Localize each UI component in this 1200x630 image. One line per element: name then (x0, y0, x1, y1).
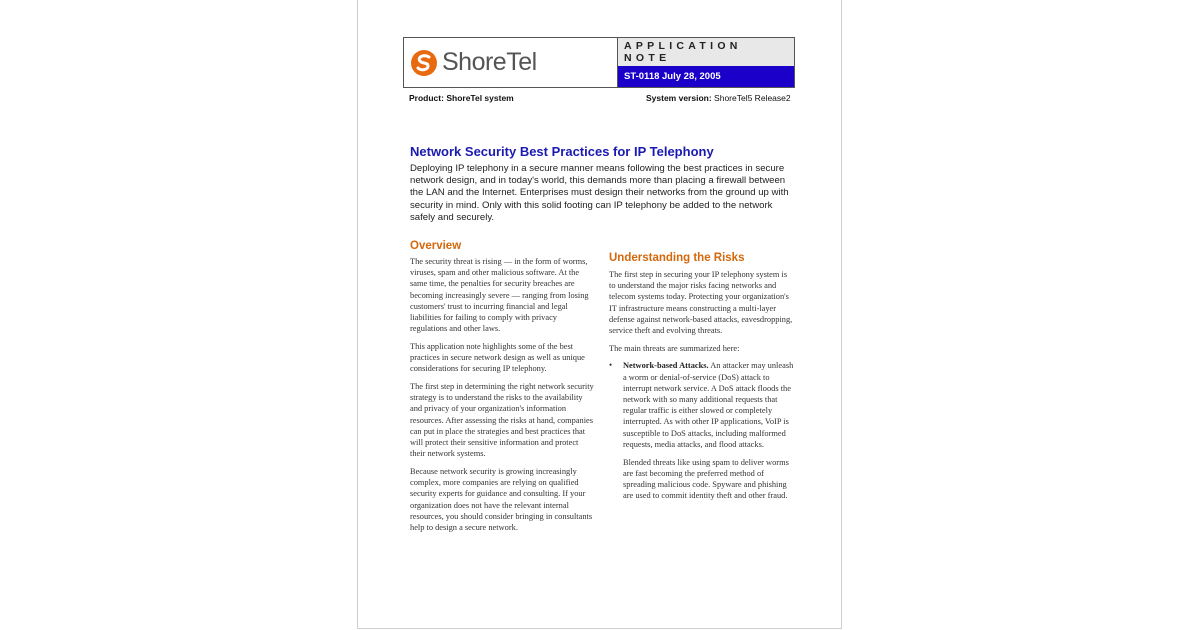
doc-type-label: APPLICATION NOTE (618, 38, 794, 66)
overview-column (410, 256, 595, 540)
product-label: Product: (409, 93, 444, 103)
header-box (403, 37, 795, 88)
overview-paragraph: The first step in determining the right network security strategy is to understand the risks to the availability and privacy of your organization's information resources. After assessing the risks at hand, companies can put in place the strategies and best practices that will protect their sensitive information and protect their network systems. (410, 382, 594, 459)
bullet-text: An attacker may unleash a worm or denial-of-service (DoS) attack to interrupt network service. A DoS attack floods the network with so many additional requests that regular traffic is either slowed or completely interrupted. As with other IP applications, VoIP is susceptible to DoS attacks, including malformed requests, media attacks, and flood attacks. (623, 361, 794, 449)
overview-paragraph: The security threat is rising — in the form of worms, viruses, spam and other malicious software. At the same time, the penalties for security breaches are becoming increasingly severe — ranging from losing customers' trust to incurring financial and legal liabilities for failing to comply with privacy regulations and other laws. (410, 257, 589, 334)
bullet-body (623, 360, 794, 507)
logo-text: ShoreTel (442, 48, 537, 76)
shoretel-logo-icon (410, 49, 438, 77)
version-value: ShoreTel5 Release2 (714, 93, 791, 103)
page-title: Network Security Best Practices for IP Telephony (410, 144, 714, 159)
risks-column (609, 269, 794, 508)
bullet-followup: Blended threats like using spam to deliver worms are fast becoming the preferred method of spreading malicious code. Spyware and phishing are used to commit identity theft and other fraud. (623, 457, 789, 501)
overview-heading: Overview (410, 240, 462, 252)
risks-paragraph: The first step in securing your IP telephony system is to understand the major risks facing networks and telecom systems today. Protecting your organization's IT infrastructure means constructing a multi-layer defense against network-based attacks, eavesdropping, service theft and evolving threats. (609, 270, 793, 336)
overview-paragraph: Because network security is growing increasingly complex, more companies are relying on qualified security experts for guidance and consulting. If your organization does not have the relevant internal resources, you should consider bringing in consultants help to design a secure network. (410, 466, 593, 532)
document-page (357, 0, 842, 629)
risks-paragraph: The main threats are summarized here: (609, 343, 740, 353)
version-meta (646, 93, 791, 103)
logo (404, 38, 618, 87)
bullet-icon: • (609, 360, 613, 371)
product-value: ShoreTel system (446, 93, 514, 103)
bullet-term: Network-based Attacks. (623, 361, 709, 371)
version-label: System version: (646, 93, 712, 103)
bullet-item (609, 360, 794, 507)
risks-heading: Understanding the Risks (609, 252, 745, 264)
overview-paragraph: This application note highlights some of the best practices in secure network design as well as unique considerations for securing IP telephony. (410, 341, 585, 374)
intro-paragraph: Deploying IP telephony in a secure manner means following the best practices in secure network design, and in today's world, this demands more than placing a firewall between the LAN and the Internet. Enterprises must design their networks from the ground up with security in mind. Only with this solid footing can IP telephony be added to the network safely and securely. (410, 163, 789, 223)
product-meta (409, 93, 514, 103)
doc-id-date: ST-0118 July 28, 2005 (618, 66, 794, 87)
